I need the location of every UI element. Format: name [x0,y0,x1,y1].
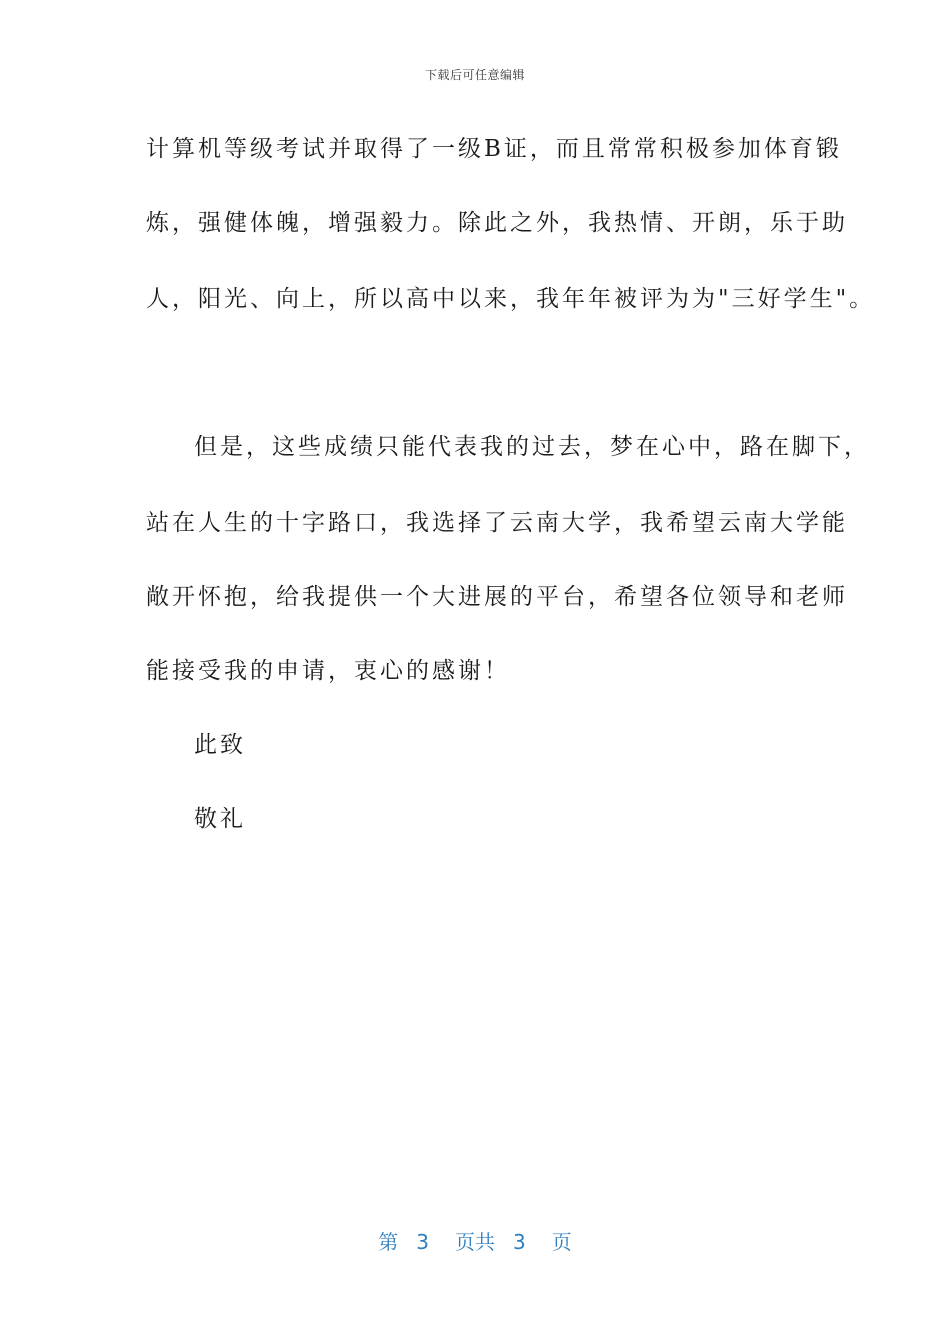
paragraph-line: 敞开怀抱，给我提供一个大进展的平台，希望各位领导和老师 [146,584,848,610]
header-note: 下载后可任意编辑 [424,68,525,82]
page-suffix: 页 [551,1230,572,1254]
paragraph-line: 炼，强健体魄，增强毅力。除此之外，我热情、开朗，乐于助 [146,210,848,236]
page-prefix: 第 [378,1230,399,1254]
paragraph-line: 但是，这些成绩只能代表我的过去，梦在心中，路在脚下， [194,434,870,460]
page-total: 3 [513,1230,526,1254]
paragraph-line: 人，阳光、向上，所以高中以来，我年年被评为为"三好学生"。 [146,286,876,312]
page-number-footer [0,1226,950,1255]
paragraph-line: 能接受我的申请，衷心的感谢！ [146,658,510,684]
page-current: 3 [416,1230,429,1254]
paragraph-line: 计算机等级考试并取得了一级B证，而且常常积极参加体育锻 [146,136,842,162]
closing-regards: 敬礼 [194,806,246,832]
page-mid: 页共 [455,1230,495,1254]
closing-salutation: 此致 [194,732,246,758]
paragraph-line: 站在人生的十字路口，我选择了云南大学，我希望云南大学能 [146,510,848,536]
